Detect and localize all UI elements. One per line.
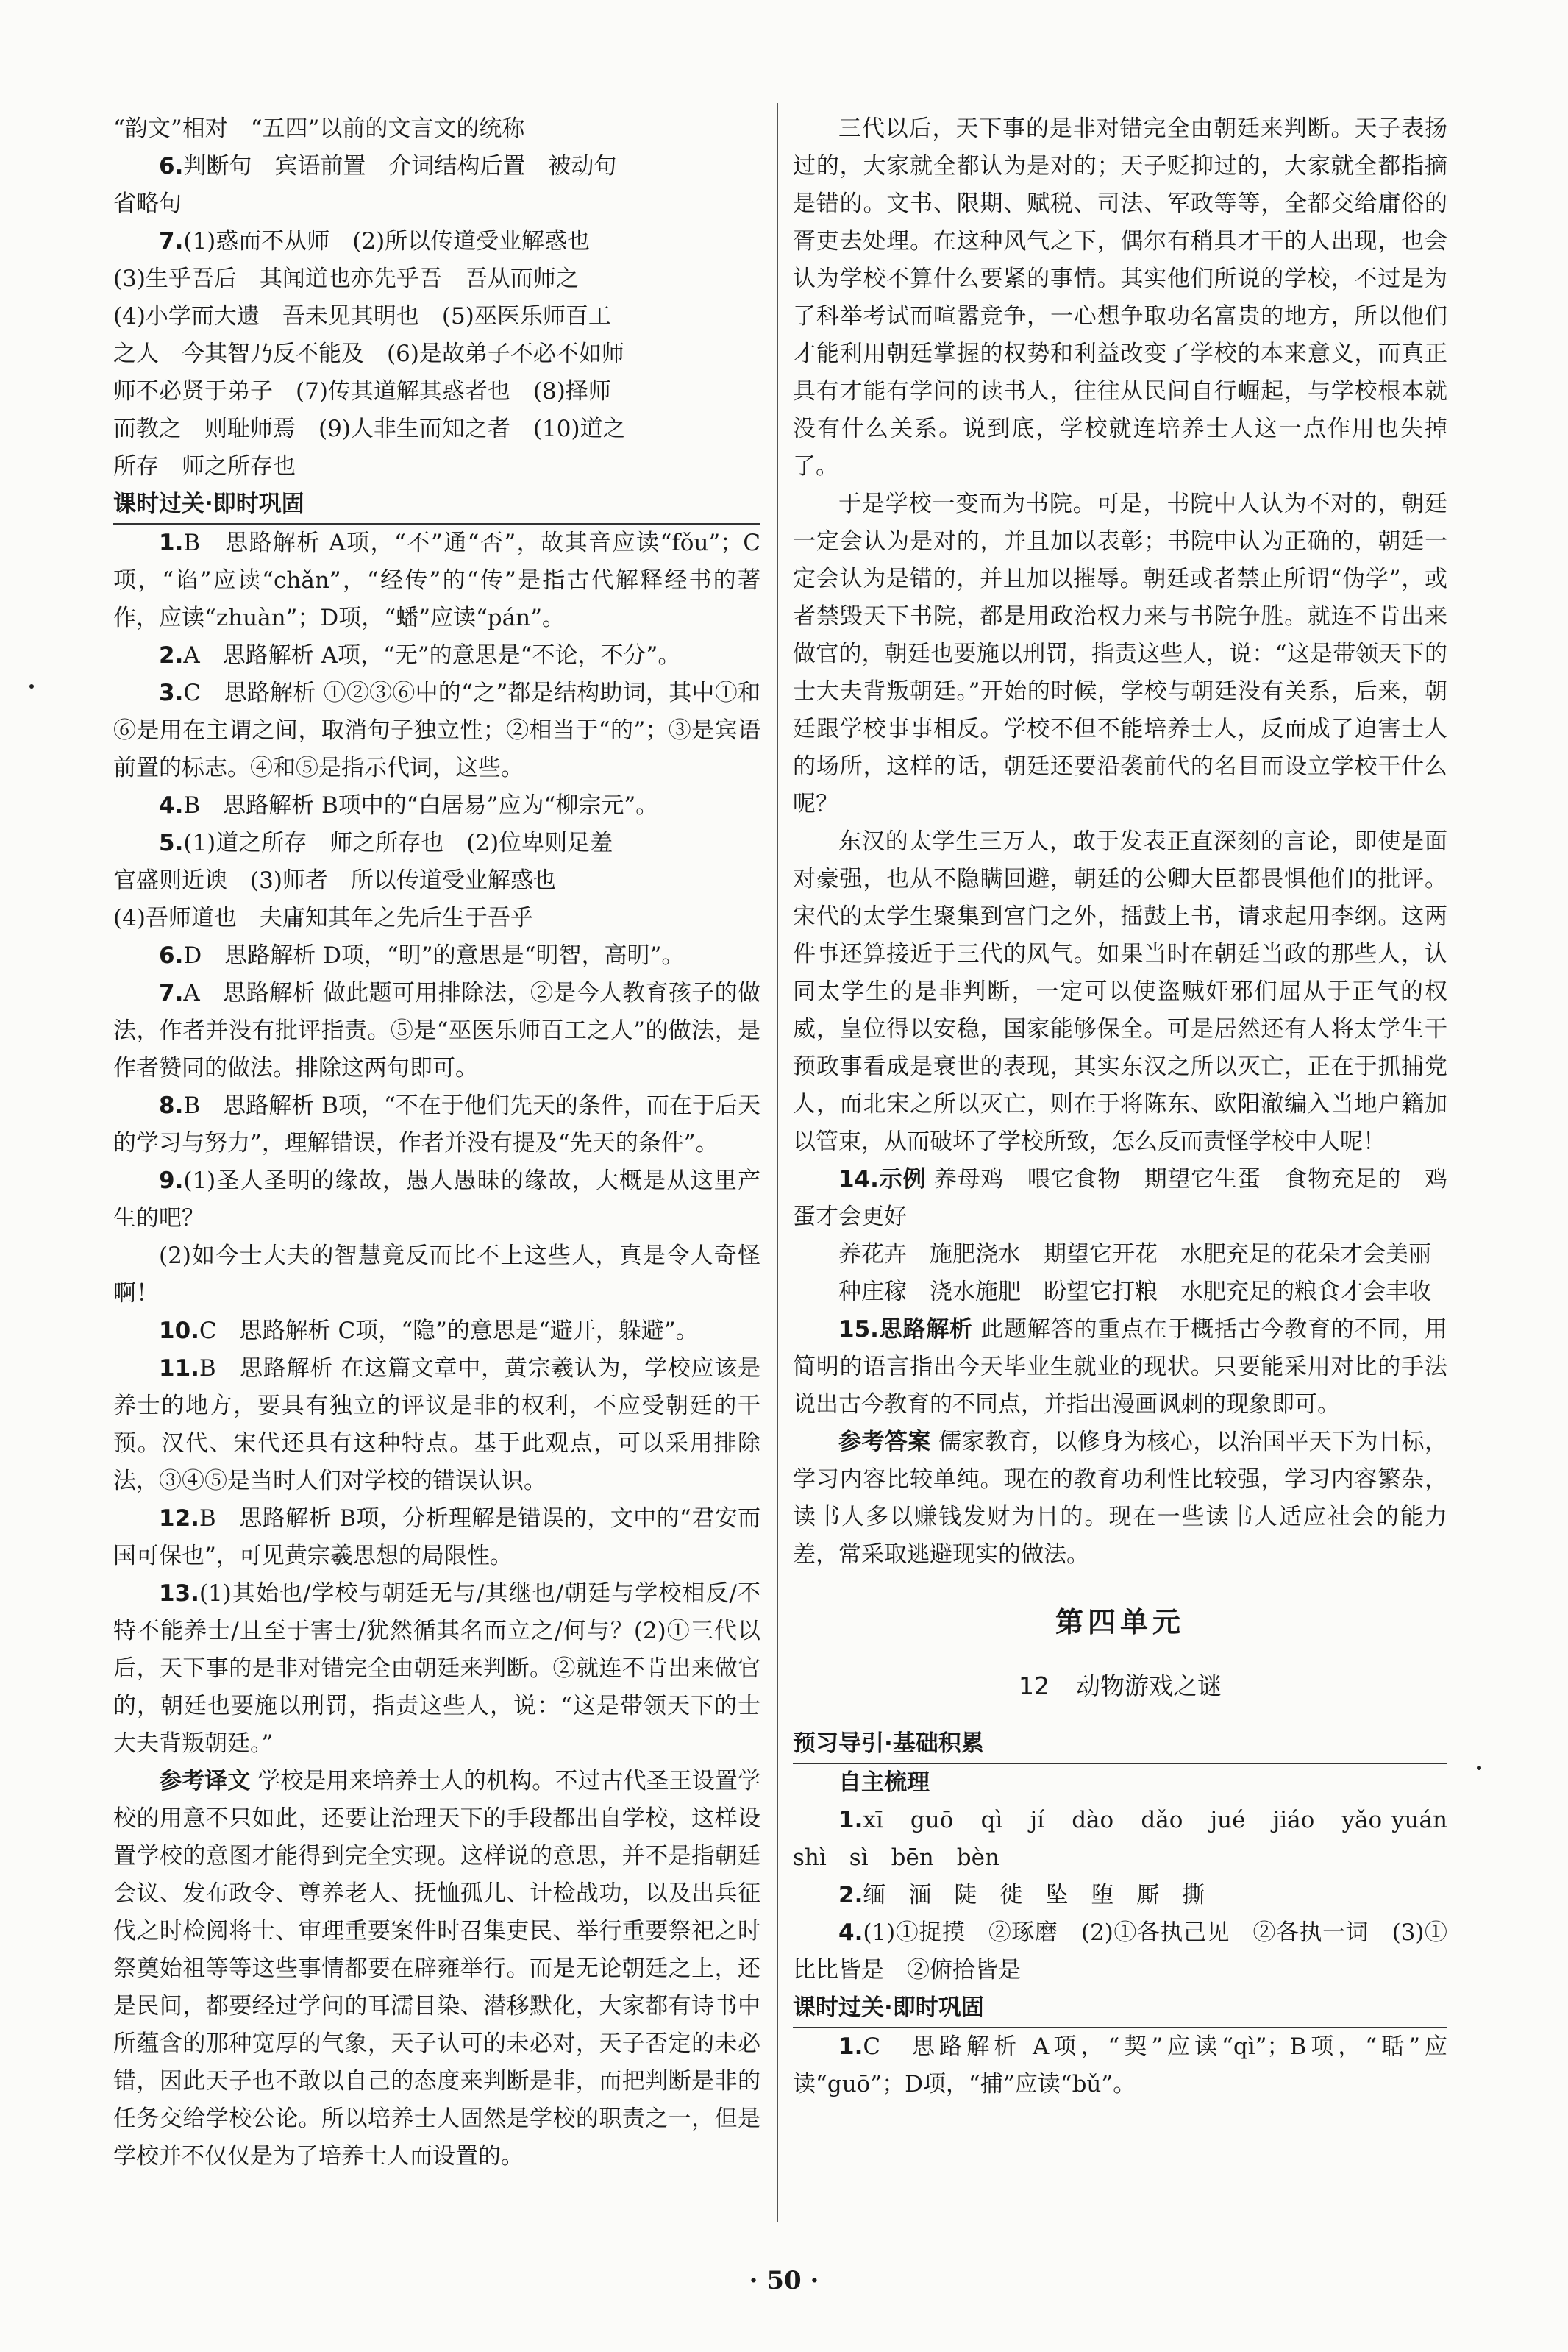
paragraph xyxy=(793,1914,1447,1989)
paragraph xyxy=(113,148,760,185)
paragraph-text: (1)①捉摸 ②琢磨 (2)①各执己见 ②各执一词 (3)①比比皆是 ②俯拾皆是 xyxy=(793,1919,1447,1983)
lesson-number: 12 xyxy=(1019,1671,1050,1700)
paragraph-text: 官盛则近谀 (3)师者 所以传道受业解惑也 xyxy=(113,867,556,894)
paragraph xyxy=(113,637,760,675)
paragraph-text: B 思路解析 在这篇文章中，黄宗羲认为，学校应该是养士的地方，要具有独立的评议是非的权利，不应受朝廷的干预。汉代、宋代还具有这种特点。基于此观点，可以采用排除法，③④⑤是当时人们对学校的错误认识。 xyxy=(113,1355,760,1494)
paragraph xyxy=(113,1162,760,1237)
paragraph-text: B 思路解析 B项，分析理解是错误的，文中的“君安而国可保也”，可见黄宗羲思想的局限性。 xyxy=(113,1505,760,1569)
paragraph xyxy=(793,2028,1447,2103)
paragraph xyxy=(113,448,760,486)
paragraph-text: 于是学校一变而为书院。可是，书院中人认为不对的，朝廷一定会认为是对的，并且加以表彰；书院中认为正确的，朝廷一定会认为是错的，并且加以摧辱。朝廷或者禁止所谓“伪学”，或者禁毁天下书院，都是用政治权力来与书院争胜。就连不肯出来做官的，朝廷也要施以刑罚，指责这些人，说：“这是带领天下的士大夫背叛朝廷。”开始的时候，学校与朝廷没有关系，后来，朝廷跟学校事事相反。学校不但不能培养士人，反而成了迫害士人的场所，这样的话，朝廷还要沿袭前代的名目而设立学校干什么呢？ xyxy=(793,491,1447,817)
paragraph-text: 此题解答的重点在于概括古今教育的不同，用简明的语言指出今天毕业生就业的现状。只要能采用对比的手法说出古今教育的不同点，并指出漫画讽刺的现象即可。 xyxy=(793,1316,1447,1418)
paragraph-text: “韵文”相对 “五四”以前的文言文的统称 xyxy=(113,116,525,142)
paragraph-text: 三代以后，天下事的是非对错完全由朝廷来判断。天子表扬过的，大家就全都认为是对的；天子贬抑过的，大家就全都指摘是错的。文书、限期、赋税、司法、军政等等，全都交给庸俗的胥吏去处理。在这种风气之下，偶尔有稍具才干的人出现，也会认为学校不算什么要紧的事情。其实他们所说的学校，不过是为了科举考试而喧嚣竞争，一心想争取功名富贵的地方，所以他们才能利用朝廷掌握的权势和利益改变了学校的本来意义，而真正具有才能有学问的读书人，往往从民间自行崛起，与学校根本就没有什么关系。说到底，学校就连培养士人这一点作用也失掉了。 xyxy=(793,116,1447,480)
item-label: 1. xyxy=(838,1807,863,1833)
paragraph xyxy=(793,1802,1470,1877)
paragraph xyxy=(113,1087,760,1162)
item-label: 5. xyxy=(159,830,184,856)
item-label: 6. xyxy=(159,942,184,969)
item-label: 2. xyxy=(838,1882,863,1908)
paragraph xyxy=(113,1575,760,1763)
paragraph xyxy=(793,1877,1447,1914)
item-label: 6. xyxy=(159,153,184,180)
item-label: 参考答案 xyxy=(838,1429,931,1455)
paragraph xyxy=(113,675,760,787)
sub-heading: 自主梳理 xyxy=(838,1769,930,1796)
item-label: 1. xyxy=(838,2033,863,2060)
paragraph-text: xī guō qì jí dào dǎo jué jiáo yǎo yuán shì sì bēn bèn xyxy=(793,1807,1470,1871)
paragraph-text: (2)如今士大夫的智慧竟反而比不上这些人，真是令人奇怪啊！ xyxy=(113,1243,760,1307)
column-divider xyxy=(777,103,778,2222)
paragraph-text: 省略句 xyxy=(113,191,182,217)
paragraph xyxy=(113,1763,760,2175)
paragraph-text: A 思路解析 做此题可用排除法，②是今人教育孩子的做法，作者并没有批评指责。⑤是“巫医乐师百工之人”的做法，是作者赞同的做法。排除这两句即可。 xyxy=(113,980,760,1081)
paragraph-text: 所存 师之所存也 xyxy=(113,453,296,480)
paragraph xyxy=(113,787,760,825)
paragraph-text: C 思路解析 A项，“契”应读“qì”；B项，“聒”应读“guō”；D项，“捕”应读“bǔ”。 xyxy=(793,2033,1447,2097)
paragraph-text: 儒家教育，以修身为核心，以治国平天下为目标，学习内容比较单纯。现在的教育功利性比较强，学习内容繁杂，读书人多以赚钱发财为目的。现在一些读书人适应社会的能力差，常采取逃避现实的做法。 xyxy=(793,1429,1447,1568)
paragraph xyxy=(793,1161,1447,1236)
left-column xyxy=(113,110,760,2175)
paragraph xyxy=(113,900,760,937)
item-label: 7. xyxy=(159,228,184,255)
paragraph-text: 而教之 则耻师焉 (9)人非生而知之者 (10)道之 xyxy=(113,416,626,442)
paragraph xyxy=(113,525,760,637)
item-label: 1. xyxy=(159,530,184,556)
section-heading: 预习导引·基础积累 xyxy=(793,1725,1447,1764)
paragraph-text: 种庄稼 浇水施肥 盼望它打粮 水肥充足的粮食才会丰收 xyxy=(838,1279,1431,1305)
paragraph-text: B 思路解析 A项，“不”通“否”，故其音应读“fǒu”；C项，“谄”应读“chǎn”，“经传”的“传”是指古代解释经书的著作，应读“zhuàn”；D项，“蟠”应读“pán”。 xyxy=(113,530,760,631)
paragraph xyxy=(113,975,760,1087)
item-label: 3. xyxy=(159,680,184,706)
unit-title: 第四单元 xyxy=(1055,1606,1185,1638)
item-label: 参考译文 xyxy=(159,1768,251,1794)
section-heading: 课时过关·即时巩固 xyxy=(113,486,760,525)
paragraph-text: 养花卉 施肥浇水 期望它开花 水肥充足的花朵才会美丽 xyxy=(838,1241,1431,1268)
margin-mark xyxy=(29,684,34,689)
paragraph xyxy=(113,298,760,335)
paragraph xyxy=(793,823,1447,1161)
paragraph-text: (1)道之所存 师之所存也 (2)位卑则足羞 xyxy=(183,830,613,856)
item-label: 4. xyxy=(838,1919,863,1946)
item-label: 13. xyxy=(159,1580,199,1607)
item-label: 4. xyxy=(159,792,184,819)
lesson-title xyxy=(793,1666,1447,1706)
paragraph-text: A 思路解析 A项，“无”的意思是“不论，不分”。 xyxy=(183,642,681,669)
right-column xyxy=(793,110,1470,2103)
section-heading: 课时过关·即时巩固 xyxy=(793,1989,1447,2028)
page-number: · 50 · xyxy=(749,2266,819,2295)
paragraph xyxy=(113,1500,760,1575)
paragraph-text: (4)小学而大遗 吾未见其明也 (5)巫医乐师百工 xyxy=(113,303,611,330)
item-label: 2. xyxy=(159,642,184,669)
item-label: 8. xyxy=(159,1092,184,1119)
item-label: 9. xyxy=(159,1168,184,1194)
paragraph-text: 养母鸡 喂它食物 期望它生蛋 食物充足的 鸡蛋才会更好 xyxy=(793,1166,1447,1230)
paragraph xyxy=(793,1424,1447,1574)
paragraph-text: 东汉的太学生三万人，敢于发表正直深刻的言论，即使是面对豪强，也从不隐瞒回避，朝廷的公卿大臣都畏惧他们的批评。宋代的太学生聚集到宫门之外，擂鼓上书，请求起用李纲。这两件事还算接近于三代的风气。如果当时在朝廷当政的那些人，认同太学生的是非判断，一定可以使盗贼奸邪们屈从于正气的权威，皇位得以安稳，国家能够保全。可是居然还有人将太学生干预政事看成是衰世的表现，其实东汉之所以灭亡，正在于抓捕党人，而北宋之所以灭亡，则在于将陈东、欧阳澈编入当地户籍加以管束，从而破坏了学校所致，怎么反而责怪学校中人呢！ xyxy=(793,828,1447,1155)
item-label: 7. xyxy=(159,980,184,1006)
paragraph xyxy=(113,335,760,373)
paragraph-text: 学校是用来培养士人的机构。不过古代圣王设置学校的用意不只如此，还要让治理天下的手段都出自学校，这样设置学校的意图才能得到完全实现。这样说的意思，并不是指朝廷会议、发布政令、尊养老人、抚恤孤儿、计检战功，以及出兵征伐之时检阅将士、审理重要案件时召集吏民、举行重要祭祀之时祭奠始祖等等这些事情都要在辟雍举行。而是无论朝廷之上，还是民间，都要经过学问的耳濡目染、潜移默化，大家都有诗书中所蕴含的那种宽厚的气象，天子认可的未必对，天子否定的未必错，因此天子也不敢以自己的态度来判断是非，而把判断是非的任务交给学校公论。所以培养士人固然是学校的职责之一，但是学校并不仅仅是为了培养士人而设置的。 xyxy=(113,1768,761,2170)
paragraph xyxy=(113,1312,760,1350)
paragraph xyxy=(113,185,760,223)
paragraph xyxy=(113,1350,760,1500)
paragraph-text: (1)圣人圣明的缘故，愚人愚昧的缘故，大概是从这里产生的吧？ xyxy=(113,1168,760,1232)
paragraph-text: C 思路解析 ①②③⑥中的“之”都是结构助词，其中①和⑥是用在主谓之间，取消句子独立性；②相当于“的”；③是宾语前置的标志。④和⑤是指示代词，这些。 xyxy=(113,680,760,781)
paragraph xyxy=(793,110,1447,486)
paragraph xyxy=(113,862,760,900)
paragraph-text: B 思路解析 B项中的“白居易”应为“柳宗元”。 xyxy=(183,792,659,819)
paragraph-text: (1)其始也/学校与朝廷无与/其继也/朝廷与学校相反/不特不能养士/且至于害士/犹然循其名而立之/何与？(2)①三代以后，天下事的是非对错完全由朝廷来判断。②就连不肯出来做官的，朝廷也要施以刑罚，指责这些人，说：“这是带领天下的士大夫背叛朝廷。” xyxy=(113,1580,760,1757)
paragraph xyxy=(113,110,760,148)
paragraph-text: B 思路解析 B项，“不在于他们先天的条件，而在于后天的学习与努力”，理解错误，作者并没有提及“先天的条件”。 xyxy=(113,1092,760,1157)
item-label: 10. xyxy=(159,1318,199,1344)
item-label: 15.思路解析 xyxy=(838,1316,973,1343)
paragraph-text: D 思路解析 D项，“明”的意思是“明智，高明”。 xyxy=(183,942,685,969)
margin-mark xyxy=(1477,1766,1481,1770)
paragraph xyxy=(793,486,1447,823)
paragraph-text: C 思路解析 C项，“隐”的意思是“避开，躲避”。 xyxy=(199,1318,699,1344)
paragraph-text: 缅 湎 陡 徙 坠 堕 厮 撕 xyxy=(863,1882,1205,1908)
paragraph xyxy=(113,411,760,448)
paragraph-text: (3)生乎吾后 其闻道也亦先乎吾 吾从而师之 xyxy=(113,266,579,292)
paragraph-text: 判断句 宾语前置 介词结构后置 被动句 xyxy=(183,153,617,180)
item-label: 12. xyxy=(159,1505,199,1532)
paragraph xyxy=(113,373,760,411)
paragraph-text: 之人 今其智乃反不能及 (6)是故弟子不必不如师 xyxy=(113,341,624,367)
paragraph xyxy=(113,825,760,862)
paragraph xyxy=(113,223,760,260)
lesson-name: 动物游戏之谜 xyxy=(1076,1671,1222,1700)
paragraph xyxy=(113,1237,760,1312)
paragraph xyxy=(793,1273,1447,1311)
paragraph-text: 师不必贤于弟子 (7)传其道解其惑者也 (8)择师 xyxy=(113,378,611,405)
paragraph-text: (4)吾师道也 夫庸知其年之先后生于吾乎 xyxy=(113,905,533,931)
paragraph xyxy=(113,260,760,298)
item-label: 14.示例 xyxy=(838,1166,927,1193)
paragraph xyxy=(793,1311,1447,1424)
paragraph xyxy=(113,937,760,975)
paragraph-text: (1)惑而不从师 (2)所以传道受业解惑也 xyxy=(183,228,591,255)
item-label: 11. xyxy=(159,1355,199,1382)
paragraph xyxy=(793,1236,1447,1273)
